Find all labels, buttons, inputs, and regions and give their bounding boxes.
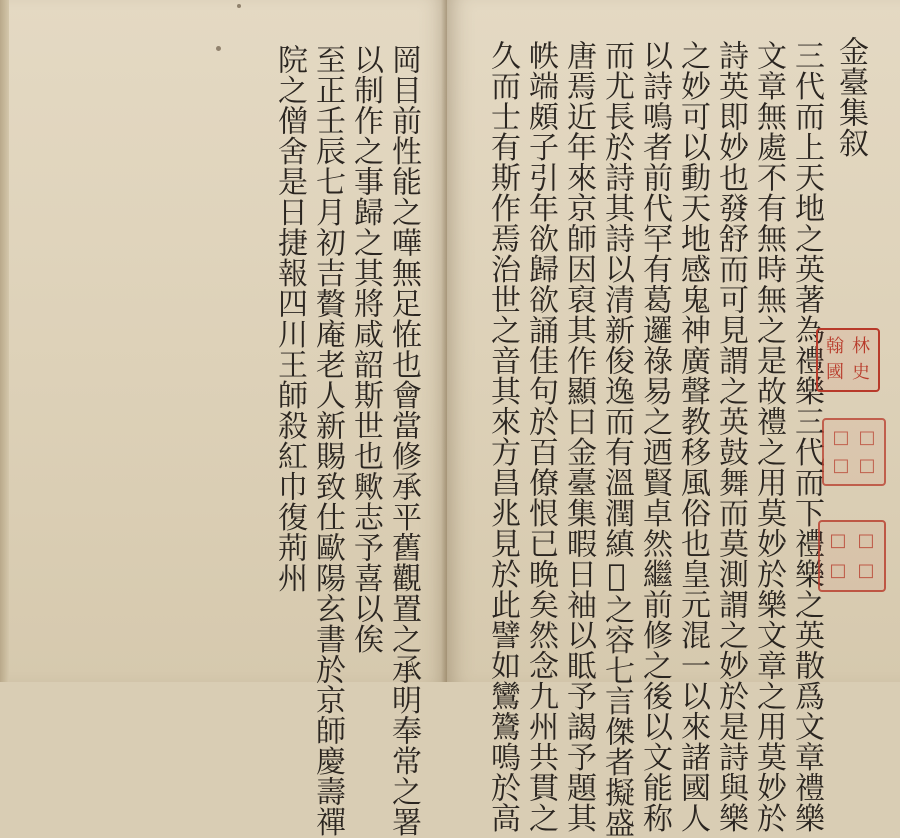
right-col-7: 唐焉近年來京師因裒其作顯曰金臺集暇日袖以眡予謁予題其: [561, 40, 596, 833]
seal-char: □: [858, 455, 876, 476]
right-col-1: 三代而上天地之英著為禮樂三代而下禮樂之英散爲文章禮樂: [789, 40, 824, 833]
seal-char: □: [832, 427, 850, 448]
right-col-3: 詩英即妙也發舒而可見謂之英鼓舞而莫測謂之妙於是詩與樂: [713, 40, 748, 833]
right-col-6: 而尤長於詩其詩以清新俊逸而有溫潤縝𥨊之容七言傑者擬盛: [599, 40, 634, 838]
left-page: [0, 0, 447, 837]
seal-char: □: [858, 427, 876, 448]
right-col-4: 之妙可以動天地感鬼神廣聲教移風俗也皇元混一以來諸國人: [675, 40, 710, 833]
seal-char: 翰: [826, 336, 844, 357]
seal-char: □: [857, 560, 875, 581]
right-col-2: 文章無處不有無時無之是故禮之用莫妙於樂文章之用莫妙於: [751, 40, 786, 833]
left-col-4: 院之僧舍是日捷報四川王師殺紅巾復荊州: [272, 44, 307, 593]
right-col-5: 以詩鳴者前代罕有葛邏祿易之迺賢卓然繼前修之後以文能称: [637, 40, 672, 833]
seal-char: 史: [852, 362, 870, 383]
red-seal-stamp: [816, 328, 880, 392]
left-col-2: 以制作之事歸之其將咸韶斯世也歟志予喜以俟: [348, 44, 383, 654]
page-title: 金臺集叙: [833, 36, 868, 158]
seal-char: □: [857, 530, 875, 551]
right-col-9: 久而士有斯作焉治世之音其來方昌兆見於此譬如鸞鷟鳴於高: [485, 40, 520, 833]
seal-char: □: [829, 560, 847, 581]
paper-speck: [216, 46, 221, 51]
seal-char: □: [832, 455, 850, 476]
seal-char: □: [829, 530, 847, 551]
left-col-3: 至正壬辰七月初吉贅庵老人新賜致仕歐陽玄書於京師慶壽禪: [310, 44, 345, 837]
red-seal-stamp: [822, 418, 886, 486]
left-col-1: 岡目前性能之嘩無足恠也會當修承平舊觀置之承明奉常之署: [386, 44, 421, 837]
seal-char: 林: [852, 336, 870, 357]
paper-speck: [237, 4, 241, 8]
seal-char: 國: [826, 362, 844, 383]
page-edge: [0, 0, 9, 682]
right-page: [447, 0, 900, 838]
right-col-8: 帙端頗子引年欲歸欲誦佳句於百僚恨已晚矣然念九州共貫之: [523, 40, 558, 833]
red-seal-stamp: [818, 520, 886, 592]
